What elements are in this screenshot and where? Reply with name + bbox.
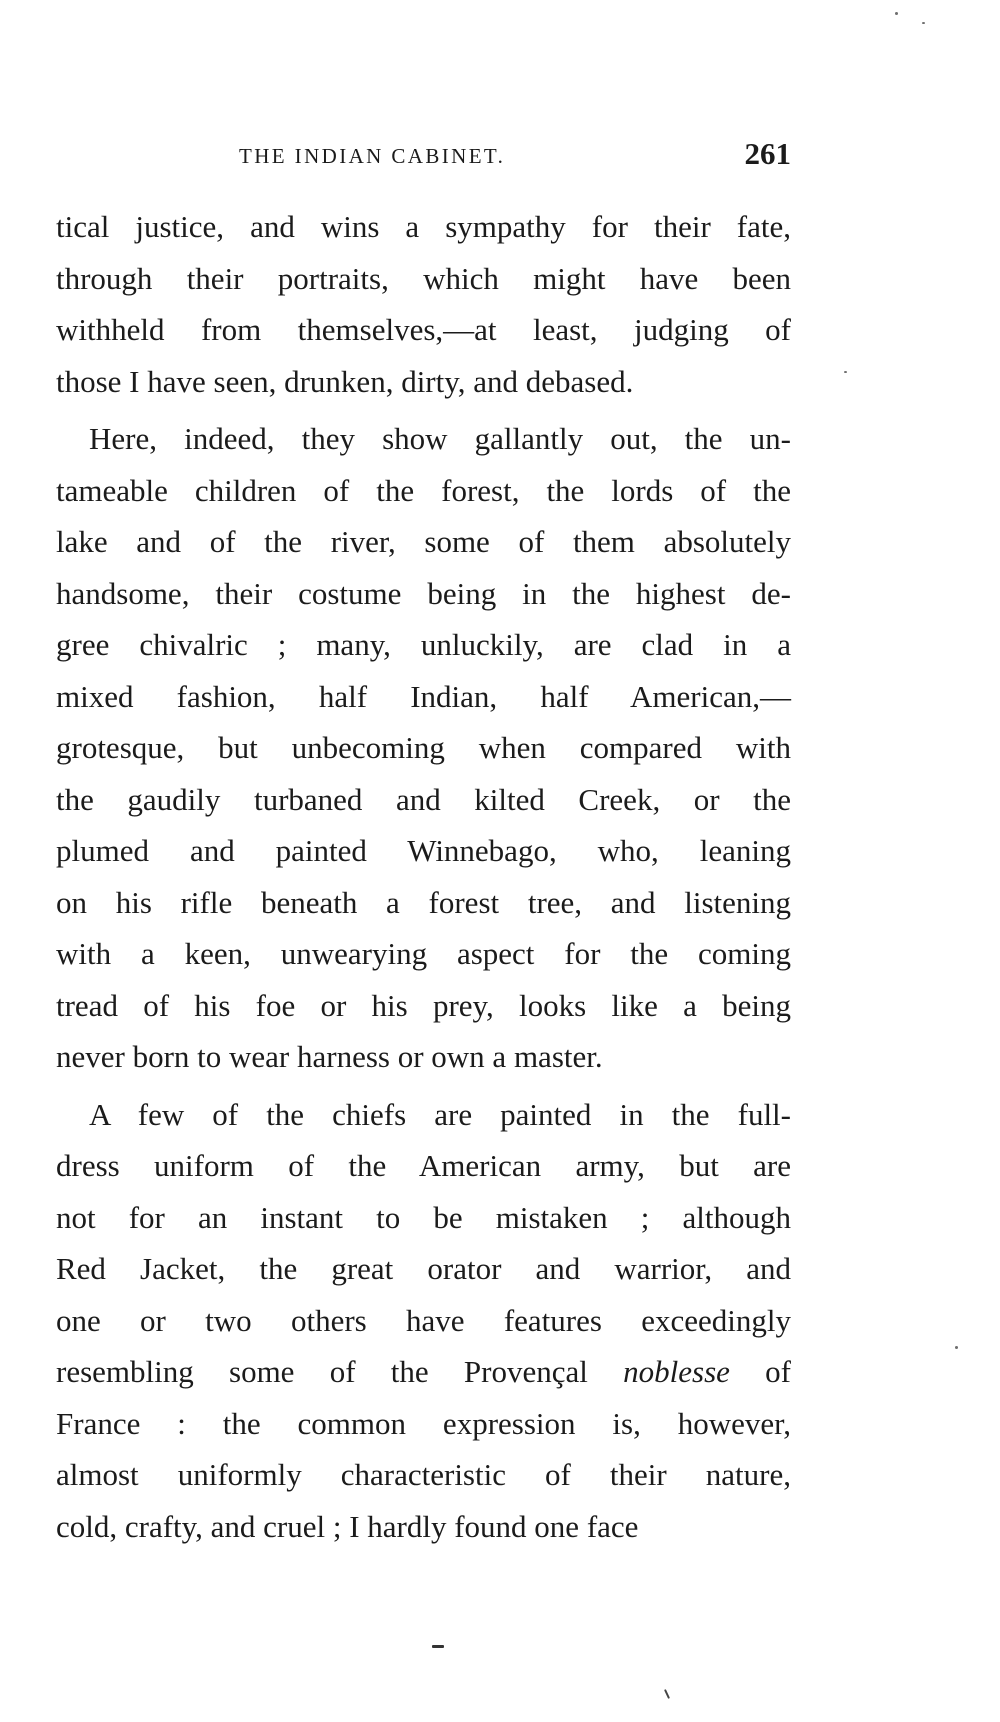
paragraph-3 (56, 1089, 791, 1553)
text-line: grotesque, but unbecoming when compared with (56, 730, 791, 765)
text-line: on his rifle beneath a forest tree, and listening (56, 884, 791, 920)
paragraph-2 (56, 413, 791, 1083)
text-line: tameable children of the forest, the lords of the (56, 472, 791, 508)
text-line: tread of his foe or his prey, looks like a being (56, 987, 791, 1023)
text-segment: of (729, 1354, 791, 1389)
text-line: France : the common expression is, however, (56, 1405, 791, 1441)
running-title: THE INDIAN CABINET. (239, 144, 506, 168)
text-line: mixed fashion, half Indian, half American,— (56, 678, 791, 714)
paper-speck (432, 1645, 444, 1648)
text-line: plumed and painted Winnebago, who, leaning (56, 833, 791, 868)
paper-speck (895, 12, 898, 15)
text-line: the gaudily turbaned and kilted Creek, or the (56, 781, 791, 817)
paper-speck (922, 22, 925, 24)
paper-speck (664, 1689, 670, 1699)
paragraph-1 (56, 201, 791, 407)
running-header (56, 136, 791, 180)
paper-speck (955, 1346, 958, 1349)
text-line: A few of the chiefs are painted in the full- (89, 1096, 791, 1132)
body-text (56, 201, 791, 1552)
text-line: lake and of the river, some of them absolutely (56, 524, 791, 559)
text-line: handsome, their costume being in the highest de- (56, 575, 791, 611)
text-line-with-italic (56, 1346, 791, 1398)
text-line: almost uniformly characteristic of their nature, (56, 1457, 791, 1492)
text-line: dress uniform of the American army, but are (56, 1148, 791, 1183)
text-line: Here, indeed, they show gallantly out, the un- (89, 421, 791, 456)
text-line: gree chivalric ; many, unluckily, are clad in a (56, 627, 791, 662)
text-segment: resembling some of the Provençal (56, 1354, 624, 1389)
text-line: tical justice, and wins a sympathy for their fate, (56, 209, 791, 244)
paper-speck (844, 371, 847, 373)
text-line: Red Jacket, the great orator and warrior, and (56, 1251, 791, 1286)
text-line: not for an instant to be mistaken ; although (56, 1199, 791, 1235)
text-line: one or two others have features exceedingly (56, 1302, 791, 1338)
text-line: cold, crafty, and cruel ; I hardly found one face (56, 1508, 639, 1544)
page-number: 261 (744, 136, 791, 171)
text-line: with a keen, unwearying aspect for the coming (56, 936, 791, 971)
italic-word: noblesse (623, 1354, 730, 1389)
text-line: those I have seen, drunken, dirty, and debased. (56, 363, 634, 399)
text-line: withheld from themselves,—at least, judging of (56, 312, 791, 347)
text-line: through their portraits, which might have been (56, 260, 791, 296)
text-line: never born to wear harness or own a master. (56, 1039, 603, 1074)
